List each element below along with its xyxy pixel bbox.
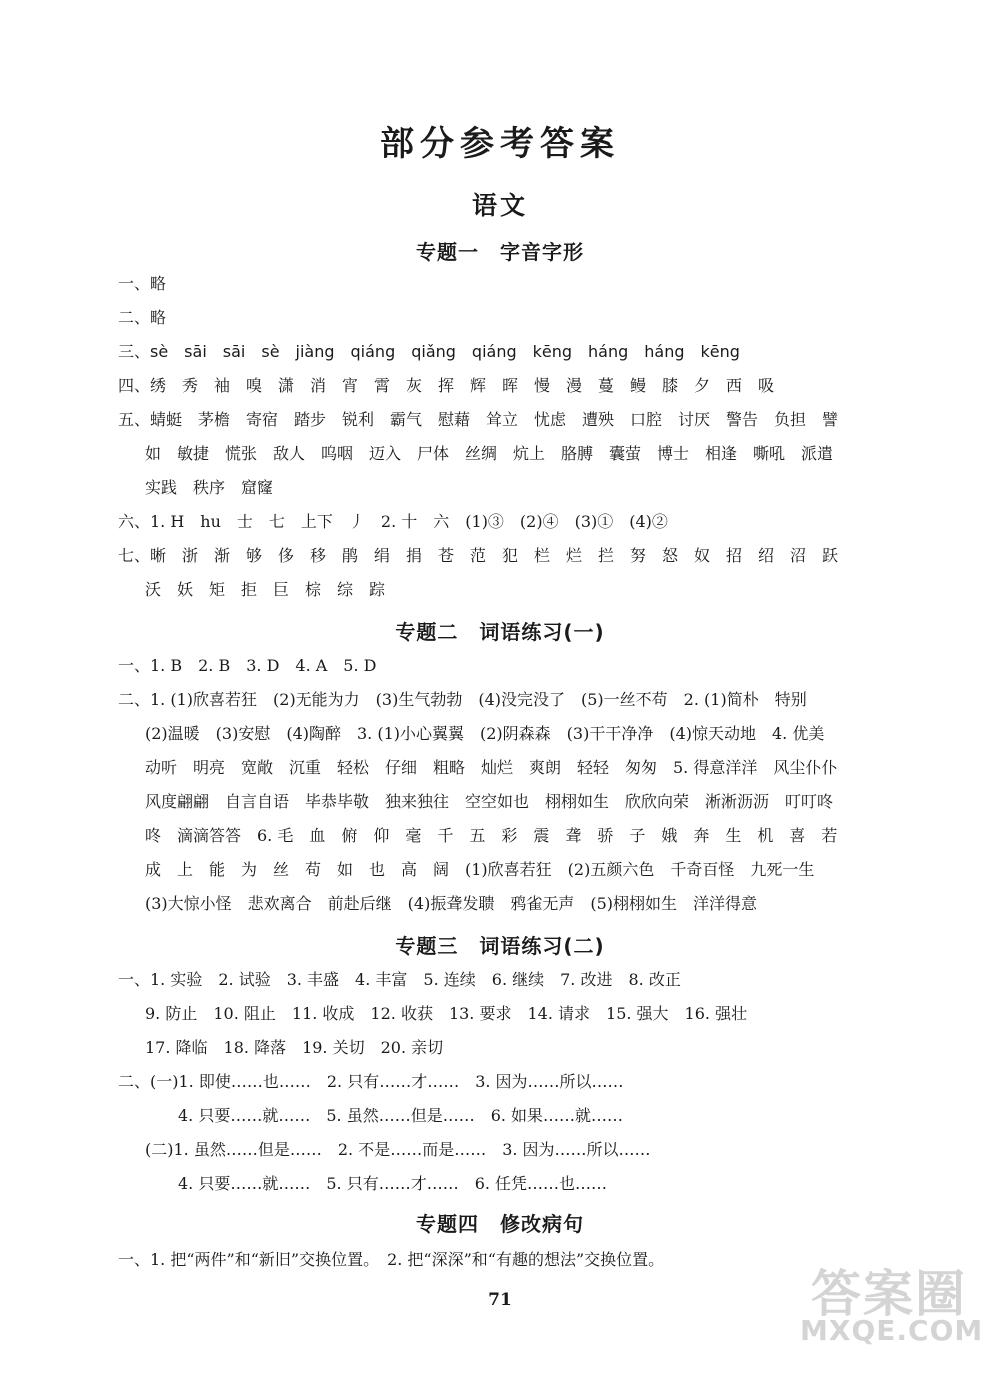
answer-line: 动听 明亮 宽敞 沉重 轻松 仔细 粗略 灿烂 爽朗 轻轻 匆匆 5. 得意洋洋 风尘仆仆 bbox=[145, 758, 838, 777]
section-heading: 专题二 词语练习(一) bbox=[395, 620, 605, 644]
answer-line: 二、1. (1)欣喜若狂 (2)无能为力 (3)生气勃勃 (4)没完没了 (5)一丝不苟 2. (1)简朴 特别 bbox=[118, 690, 807, 709]
answer-line: 四、绣 秀 袖 嗅 潇 消 宵 霄 灰 挥 辉 晖 慢 漫 蔓 鳗 膝 夕 西 吸 bbox=[118, 376, 775, 395]
answer-line: 17. 降临 18. 降落 19. 关切 20. 亲切 bbox=[145, 1038, 444, 1057]
answer-line: (2)温暖 (3)安慰 (4)陶醉 3. (1)小心翼翼 (2)阴森森 (3)干干净净 (4)惊天动地 4. 优美 bbox=[145, 724, 825, 743]
answer-line: 二、略 bbox=[118, 308, 167, 327]
answer-line: (3)大惊小怪 悲欢离合 前赴后继 (4)振聋发聩 鸦雀无声 (5)栩栩如生 洋洋得意 bbox=[145, 894, 757, 913]
answer-line: 成 上 能 为 丝 苟 如 也 高 阔 (1)欣喜若狂 (2)五颜六色 千奇百怪 九死一生 bbox=[145, 860, 815, 879]
section-heading: 专题一 字音字形 bbox=[416, 240, 584, 264]
answer-line: 实践 秩序 窟窿 bbox=[145, 478, 274, 497]
watermark-text: 答案圈 bbox=[811, 1265, 967, 1323]
answer-line: 一、1. B 2. B 3. D 4. A 5. D bbox=[118, 656, 377, 675]
answer-line: 咚 滴滴答答 6. 毛 血 俯 仰 毫 千 五 彩 震 聋 骄 子 娥 奔 生 机 喜 若 bbox=[145, 826, 838, 845]
answer-line: 一、1. 把“两件”和“新旧”交换位置。 2. 把“深深”和“有趣的想法”交换位置。 bbox=[118, 1250, 665, 1269]
answer-line: 风度翩翩 自言自语 毕恭毕敬 独来独往 空空如也 栩栩如生 欣欣向荣 淅淅沥沥 叮叮咚 bbox=[145, 792, 834, 811]
answer-line: 七、晰 浙 渐 够 侈 移 鹃 绢 捐 苍 范 犯 栏 烂 拦 努 怒 奴 招 绍 沼 跃 bbox=[118, 546, 839, 565]
page-number: 71 bbox=[488, 1290, 512, 1310]
answer-line: 三、sè sāi sāi sè jiàng qiáng qiǎng qiáng kēng háng háng kēng bbox=[118, 342, 740, 361]
answer-line: 4. 只要……就…… 5. 只有……才…… 6. 任凭……也…… bbox=[178, 1174, 608, 1193]
answer-line: 一、略 bbox=[118, 274, 167, 293]
watermark-logo bbox=[800, 1254, 984, 1352]
subject-heading: 语文 bbox=[471, 191, 528, 220]
section-heading: 专题四 修改病句 bbox=[416, 1212, 584, 1236]
answer-line: 二、(一)1. 即使……也…… 2. 只有……才…… 3. 因为……所以…… bbox=[118, 1072, 624, 1091]
section-heading: 专题三 词语练习(二) bbox=[395, 934, 605, 958]
answer-line: 六、1. H hu 士 七 上下 丿 2. 十 六 (1)③ (2)④ (3)① (4)② bbox=[118, 512, 668, 531]
answer-line: (二)1. 虽然……但是…… 2. 不是……而是…… 3. 因为……所以…… bbox=[145, 1140, 651, 1159]
answer-line: 9. 防止 10. 阻止 11. 收成 12. 收获 13. 要求 14. 请求 15. 强大 16. 强壮 bbox=[145, 1004, 748, 1023]
answer-line: 4. 只要……就…… 5. 虽然……但是…… 6. 如果……就…… bbox=[178, 1106, 624, 1125]
answer-line: 五、蜻蜓 茅檐 寄宿 踏步 锐利 霸气 慰藉 耸立 忧虑 遭殃 口腔 讨厌 警告 负担 譬 bbox=[118, 410, 839, 429]
page-title: 部分参考答案 bbox=[380, 124, 620, 164]
watermark-url: MXQE.COM bbox=[800, 1314, 984, 1347]
answer-line: 沃 妖 矩 拒 巨 棕 综 踪 bbox=[145, 580, 386, 599]
answer-line: 如 敏捷 慌张 敌人 呜咽 迈入 尸体 丝绸 炕上 胳膊 囊萤 博士 相逢 嘶吼 派遣 bbox=[145, 444, 834, 463]
answer-line: 一、1. 实验 2. 试验 3. 丰盛 4. 丰富 5. 连续 6. 继续 7. 改进 8. 改正 bbox=[118, 970, 681, 989]
